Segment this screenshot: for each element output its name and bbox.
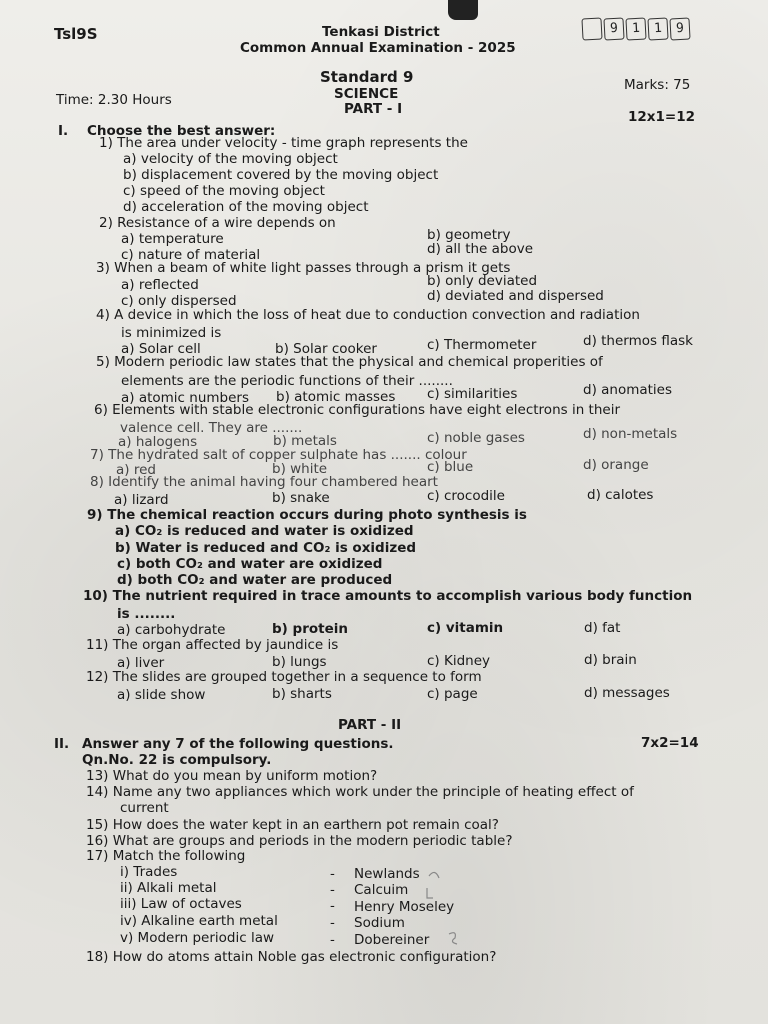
match-left-item: iv) Alkaline earth metal — [120, 913, 278, 929]
q11-option-d: d) brain — [584, 652, 637, 668]
question-13: 13) What do you mean by uniform motion? — [86, 768, 378, 784]
paper-code: Tsl9S — [54, 25, 98, 43]
q8-option-d: d) calotes — [587, 487, 654, 503]
q10-option-b: b) protein — [272, 621, 348, 637]
question-10-stem: 10) The nutrient required in trace amounts to accomplish various body function — [83, 588, 693, 604]
q8-option-b: b) snake — [272, 490, 330, 506]
question-12-stem: 12) The slides are grouped together in a sequence to form — [86, 669, 482, 685]
q4-option-b: b) Solar cooker — [275, 341, 377, 357]
q3-option-c: c) only dispersed — [121, 293, 237, 309]
question-16: 16) What are groups and periods in the modern periodic table? — [86, 833, 513, 849]
section-two-title: Answer any 7 of the following questions. — [82, 736, 394, 752]
q3-option-d: d) deviated and dispersed — [427, 288, 604, 304]
q5-option-a: a) atomic numbers — [121, 390, 249, 406]
match-right-item: Calcuim — [354, 882, 409, 898]
roll-box: 1 — [625, 17, 646, 40]
max-marks: Marks: 75 — [624, 77, 691, 93]
question-5-stem: 5) Modern periodic law states that the physical and chemical properities of — [96, 354, 603, 370]
q11-option-b: b) lungs — [272, 654, 327, 670]
q1-option-a: a) velocity of the moving object — [123, 151, 338, 167]
time-allowed: Time: 2.30 Hours — [56, 92, 172, 108]
section-two-numeral: II. — [54, 736, 70, 752]
question-17: 17) Match the following — [86, 848, 246, 864]
q7-option-d: d) orange — [583, 457, 649, 473]
torn-corner — [448, 0, 478, 20]
q6-option-d: d) non-metals — [583, 426, 678, 442]
question-9-stem: 9) The chemical reaction occurs during photo synthesis is — [87, 507, 527, 523]
q5-option-b: b) atomic masses — [276, 389, 396, 405]
match-left-item: i) Trades — [120, 864, 178, 880]
q3-option-a: a) reflected — [121, 277, 199, 293]
q10-option-c: c) vitamin — [427, 620, 504, 636]
standard: Standard 9 — [320, 68, 414, 86]
question-6-stem-cont: valence cell. They are ....... — [120, 420, 303, 436]
question-3-stem: 3) When a beam of white light passes through a prism it gets — [96, 260, 511, 276]
question-14: 14) Name any two appliances which work under the principle of heating effect of — [86, 784, 634, 800]
q12-option-a: a) slide show — [117, 687, 206, 703]
question-18: 18) How do atoms attain Noble gas electronic configuration? — [86, 949, 497, 965]
q9-option-a: a) CO₂ is reduced and water is oxidized — [115, 523, 414, 539]
match-right-item: Dobereiner — [354, 932, 430, 948]
q11-option-c: c) Kidney — [427, 653, 491, 669]
question-4-stem-cont: is minimized is — [121, 325, 222, 341]
question-11-stem: 11) The organ affected by jaundice is — [86, 637, 339, 653]
q2-option-b: b) geometry — [427, 227, 511, 243]
q8-option-c: c) crocodile — [427, 488, 505, 504]
question-7-stem: 7) The hydrated salt of copper sulphate has ....... colour — [90, 447, 467, 463]
q10-option-a: a) carbohydrate — [117, 622, 226, 638]
q8-option-a: a) lizard — [114, 492, 169, 508]
q6-option-c: c) noble gases — [427, 430, 525, 446]
q12-option-b: b) sharts — [272, 686, 332, 702]
match-right-item: Newlands — [354, 866, 420, 882]
q2-option-d: d) all the above — [427, 241, 534, 257]
match-dash: - — [330, 882, 335, 898]
exam-title: Common Annual Examination - 2025 — [240, 40, 516, 56]
question-15: 15) How does the water kept in an earthern pot remain coal? — [86, 817, 499, 833]
question-5-stem-cont: elements are the periodic functions of their ........ — [121, 373, 453, 389]
match-left-item: iii) Law of octaves — [120, 896, 242, 912]
question-6-stem: 6) Elements with stable electronic configurations have eight electrons in their — [94, 402, 621, 418]
q7-option-a: a) red — [116, 462, 156, 478]
pencil-marks — [425, 866, 475, 946]
question-4-stem: 4) A device in which the loss of heat due to conduction convection and radiation — [96, 307, 640, 323]
q4-option-c: c) Thermometer — [427, 337, 537, 353]
district: Tenkasi District — [322, 24, 440, 40]
q5-option-d: d) anomaties — [583, 382, 673, 398]
q1-option-b: b) displacement covered by the moving object — [123, 167, 439, 183]
section-one-numeral: I. — [58, 123, 69, 139]
roll-box: 9 — [669, 17, 690, 40]
q11-option-a: a) liver — [117, 655, 165, 671]
q10-option-d: d) fat — [584, 620, 621, 636]
section-two-marks: 7x2=14 — [641, 735, 699, 751]
roll-box — [581, 17, 602, 40]
q12-option-c: c) page — [427, 686, 478, 702]
question-8-stem: 8) Identify the animal having four chambered heart — [90, 474, 438, 490]
match-left-item: v) Modern periodic law — [120, 930, 275, 946]
question-2-stem: 2) Resistance of a wire depends on — [99, 215, 336, 231]
roll-box: 9 — [603, 17, 624, 40]
q12-option-d: d) messages — [584, 685, 670, 701]
match-dash: - — [330, 915, 335, 931]
subject: SCIENCE — [334, 86, 399, 102]
match-left-item: ii) Alkali metal — [120, 880, 217, 896]
match-right-item: Henry Moseley — [354, 899, 455, 915]
question-1-stem: 1) The area under velocity - time graph represents the — [99, 135, 468, 151]
q9-option-b: b) Water is reduced and CO₂ is oxidized — [115, 540, 417, 556]
match-dash: - — [330, 898, 335, 914]
question-14-cont: current — [120, 800, 169, 816]
question-10-stem-cont: is ........ — [117, 606, 176, 622]
q1-option-d: d) acceleration of the moving object — [123, 199, 369, 215]
q2-option-c: c) nature of material — [121, 247, 261, 263]
q9-option-d: d) both CO₂ and water are produced — [117, 572, 393, 588]
q6-option-a: a) halogens — [118, 434, 198, 450]
q6-option-b: b) metals — [273, 433, 337, 449]
match-right-item: Sodium — [354, 915, 405, 931]
part-two-heading: PART - II — [338, 717, 402, 733]
q2-option-a: a) temperature — [121, 231, 224, 247]
match-dash: - — [330, 932, 335, 948]
q9-option-c: c) both CO₂ and water are oxidized — [117, 556, 383, 572]
compulsory-note: Qn.No. 22 is compulsory. — [82, 752, 272, 768]
q1-option-c: c) speed of the moving object — [123, 183, 325, 199]
q7-option-b: b) white — [272, 461, 328, 477]
q3-option-b: b) only deviated — [427, 273, 538, 289]
q5-option-c: c) similarities — [427, 386, 518, 402]
section-one-title: Choose the best answer: — [87, 123, 276, 139]
match-dash: - — [330, 866, 335, 882]
q7-option-c: c) blue — [427, 459, 474, 475]
roll-box: 1 — [647, 17, 668, 40]
q4-option-a: a) Solar cell — [121, 341, 201, 357]
part-one-heading: PART - I — [344, 101, 403, 117]
q4-option-d: d) thermos flask — [583, 333, 693, 349]
part-one-marks: 12x1=12 — [628, 109, 695, 125]
